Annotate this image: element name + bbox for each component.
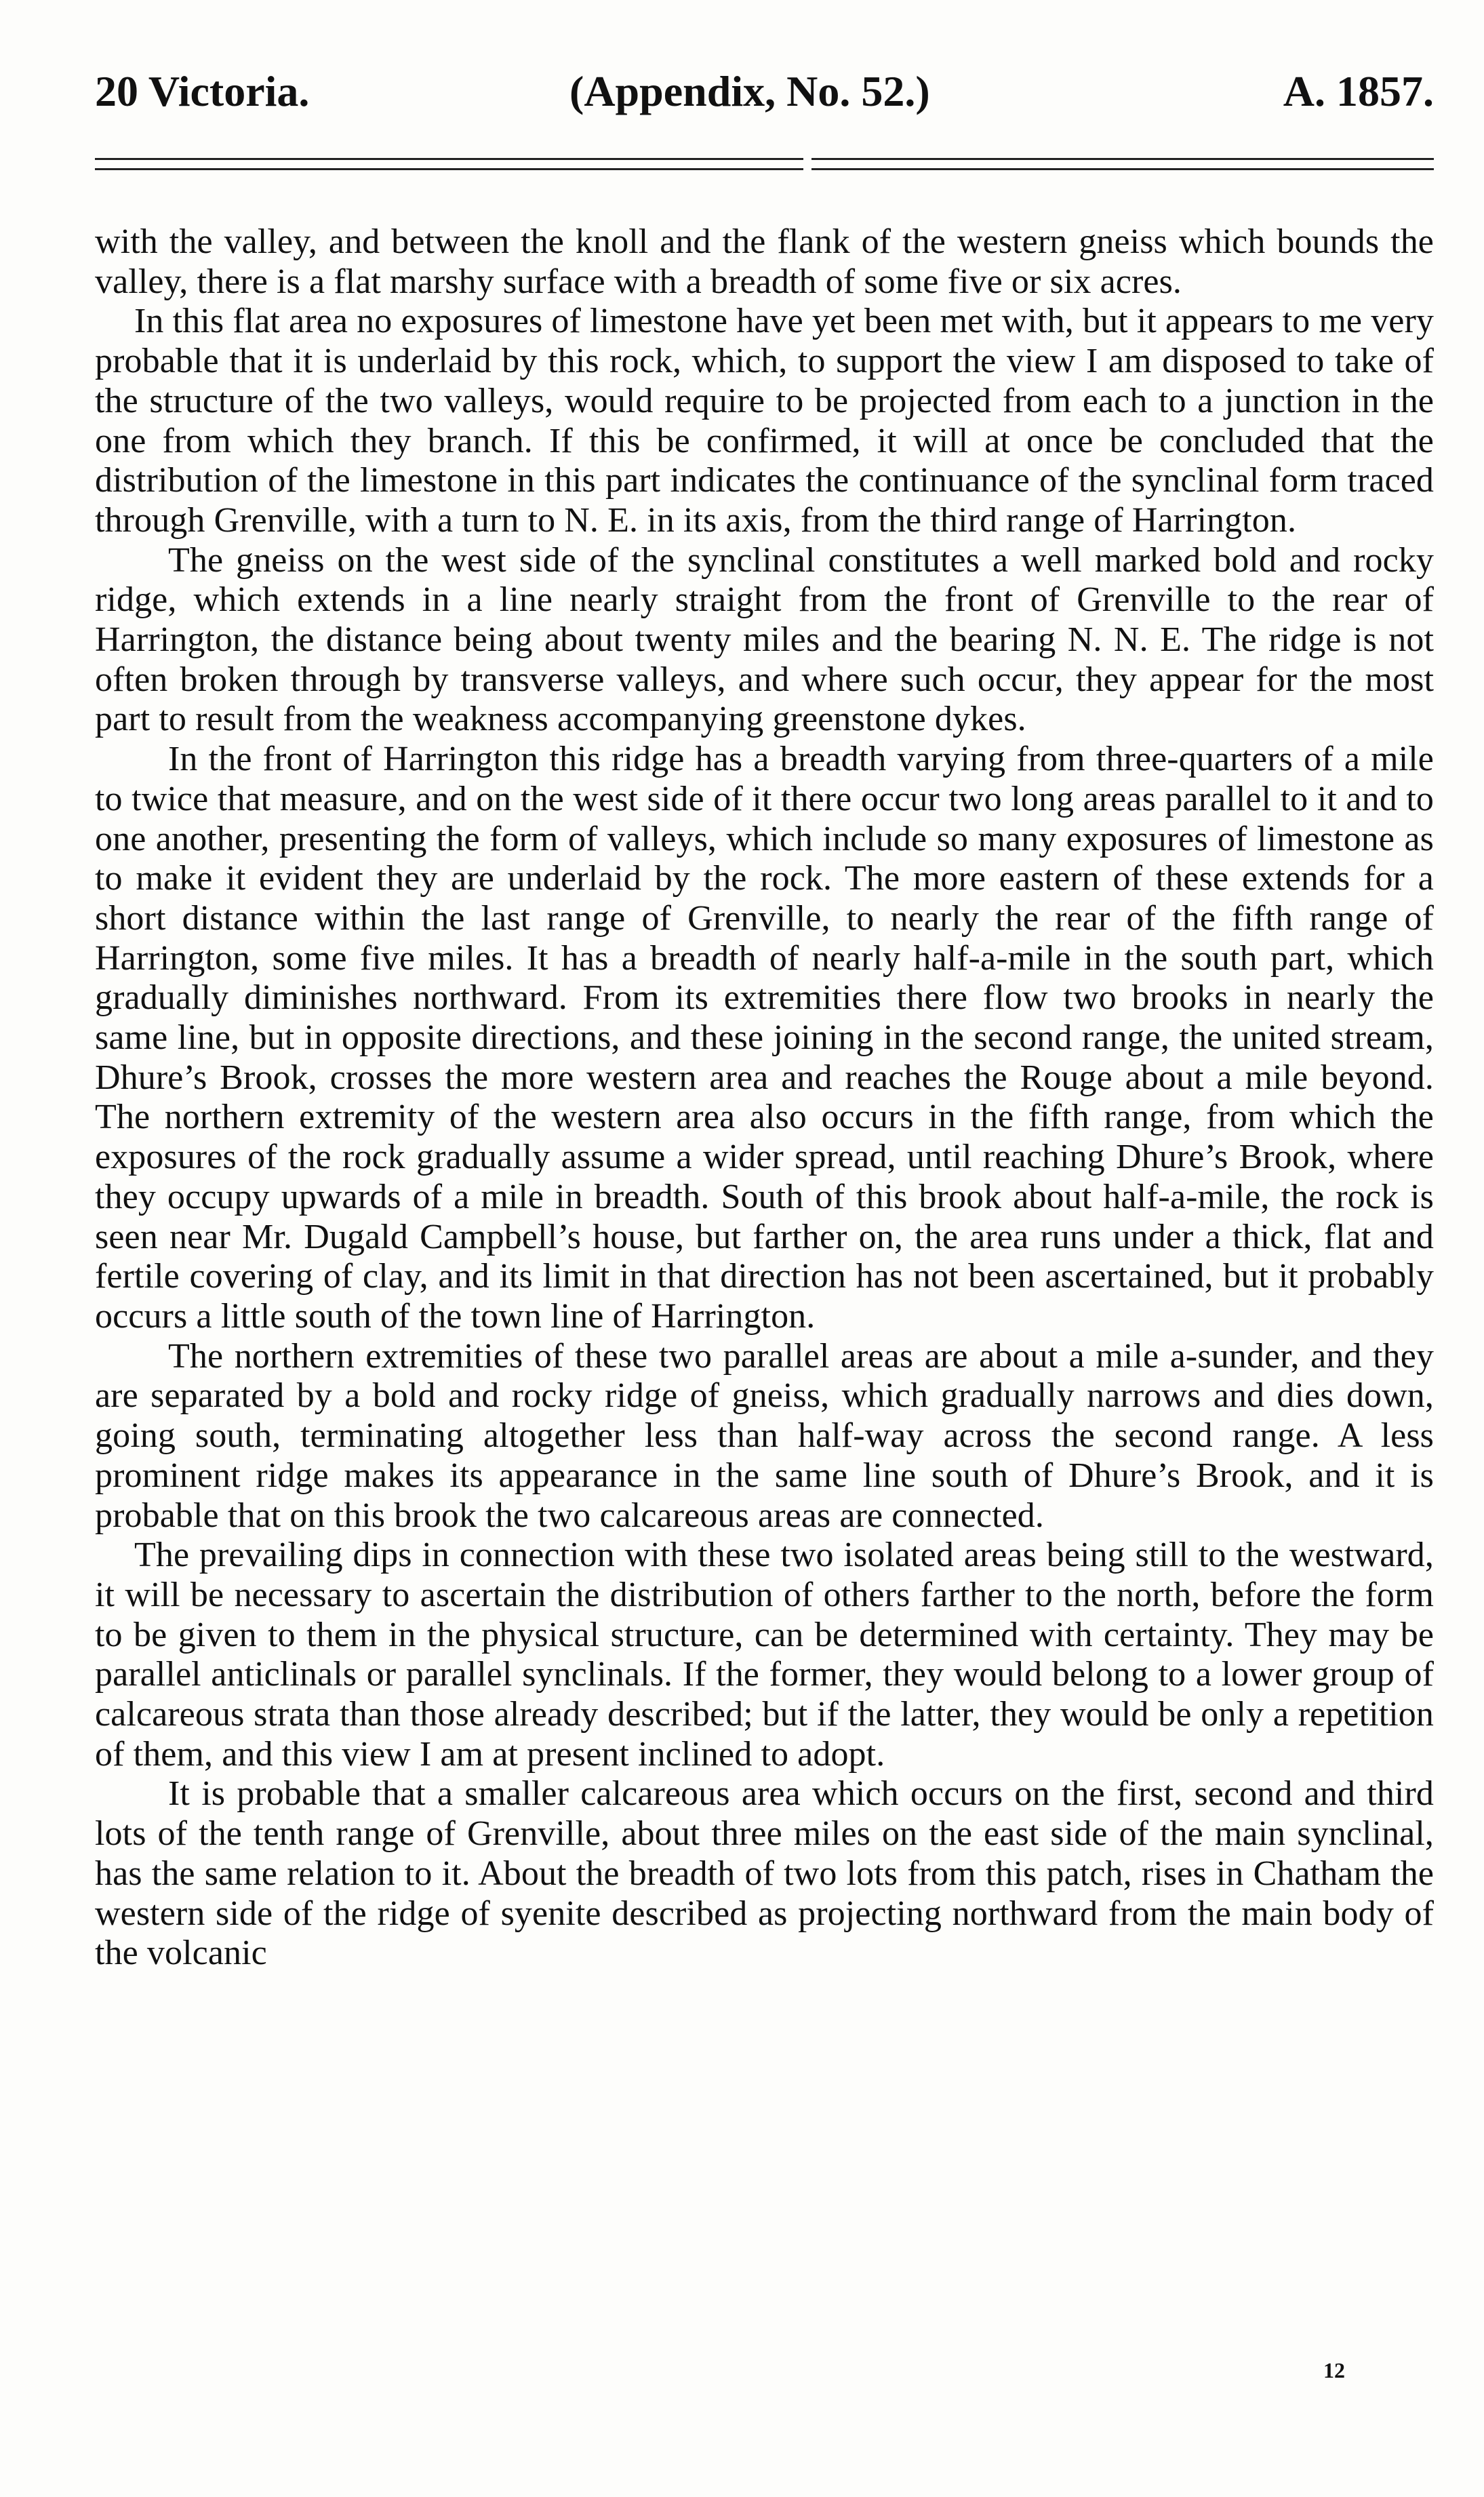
paragraph: In this flat area no exposures of limestone have yet been met with, but it appears to me very probable that it is underlaid by this rock, which, to support the view I am disposed to take of the structure of the two valleys, would require to be projected from each to a junction in the one from which they branch. If this be confirmed, it will at once be concluded that the distribution of the limestone in this part indicates the continuance of the synclinal form traced through Grenville, with a turn to N. E. in its axis, from the third range of Harrington.	[95, 302, 1434, 540]
header-appendix: (Appendix, No. 52.)	[569, 67, 930, 115]
paragraph: In the front of Harrington this ridge has a breadth varying from three-quarters of a mile to twice that measure, and on the west side of it there occur two long areas parallel to it and to one another, presenting the form of valleys, which include so many exposures of limestone as to make it evident they are underlaid by the rock. The more eastern of these extends for a short distance within the last range of Grenville, to nearly the rear of the fifth range of Harrington, some five miles. It has a breadth of nearly half-a-mile in the south part, which gradually diminishes northward. From its extremities there flow two brooks in nearly the same line, but in opposite directions, and these joining in the second range, the united stream, Dhure’s Brook, crosses the more western area and reaches the Rouge about a mile beyond. The northern extremity of the western area also occurs in the fifth range, from which the exposures of the rock gradually assume a wider spread, until reaching Dhure’s Brook, where they occupy upwards of a mile in breadth. South of this brook about half-a-mile, the rock is seen near Mr. Dugald Campbell’s house, but farther on, the area runs under a thick, flat and fertile covering of clay, and its limit in that direction has not been ascertained, but it probably occurs a little south of the town line of Harrington.	[95, 740, 1434, 1336]
header-session: 20 Victoria.	[95, 67, 310, 115]
header-rule-gap	[803, 155, 811, 174]
page-header	[95, 61, 1434, 122]
header-rule-bottom	[95, 168, 1434, 170]
paragraph: The gneiss on the west side of the synclinal constitutes a well marked bold and rocky ridge, which extends in a line nearly straight from the front of Grenville to the rear of Harrington, the distance being about twenty miles and the bearing N. N. E. The ridge is not often broken through by transverse valleys, and where such occur, they appear for the most part to result from the weakness accompanying greenstone dykes.	[95, 540, 1434, 739]
header-year: A. 1857.	[1283, 67, 1434, 115]
paragraph: The northern extremities of these two parallel areas are about a mile a-sunder, and they are separated by a bold and rocky ridge of gneiss, which gradually narrows and dies down, going south, terminating altogether less than half-way across the second range. A less prominent ridge makes its appearance in the same line south of Dhure’s Brook, and it is probable that on this brook the two calcareous areas are connected.	[95, 1336, 1434, 1535]
page-number: 12	[1323, 2358, 1345, 2382]
paragraph-continuation: with the valley, and between the knoll and the flank of the western gneiss which bounds the valley, there is a flat marshy surface with a breadth of some five or six acres.	[95, 222, 1434, 301]
header-rule-top	[95, 158, 1434, 160]
paragraph: The prevailing dips in connection with these two isolated areas being still to the westward, it will be necessary to ascertain the distribution of others farther to the north, before the form to be given to them in the physical structure, can be determined with certainty. They may be parallel anticlinals or parallel synclinals. If the former, they would belong to a lower group of calcareous strata than those already described; but if the latter, they would be only a repetition of them, and this view I am at present inclined to adopt.	[95, 1536, 1434, 1774]
paragraph: It is probable that a smaller calcareous area which occurs on the first, second and third lots of the tenth range of Grenville, about three miles on the east side of the main synclinal, has the same relation to it. About the breadth of two lots from this patch, rises in Chatham the western side of the ridge of syenite described as projecting northward from the main body of the volcanic	[95, 1774, 1434, 1973]
body-text	[95, 222, 1434, 2290]
